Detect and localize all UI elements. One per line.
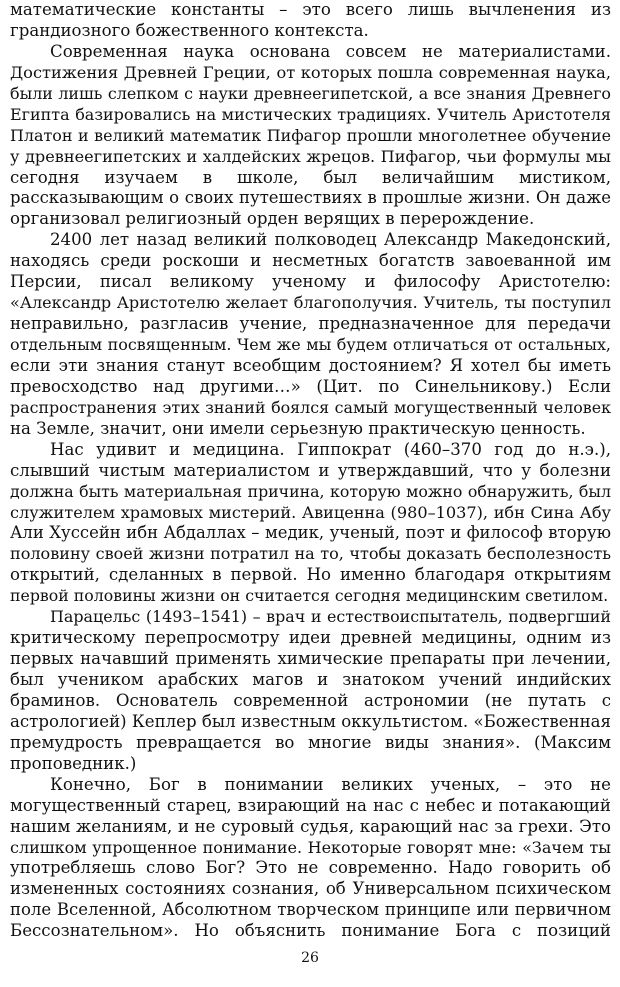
text-line: астрологией) Кеплер был известным оккультистом. «Божественная	[10, 711, 611, 731]
text-line: слишком упрощенное понимание. Некоторые говорят мне: «Зачем ты	[10, 837, 611, 857]
text-line: сегодня изучаем в школе, был величайшим мистиком,	[10, 167, 611, 187]
text-line: служителем храмовых мистерий. Авиценна (980–1037), ибн Сина Абу	[10, 502, 611, 522]
text-line: Платон и великий математик Пифагор прошли многолетнее обучение	[10, 125, 611, 145]
text-line: должна быть материальная причина, которую можно обнаружить, был	[10, 481, 611, 501]
text-line: слывший чистым материалистом и утверждавший, что у болезни	[10, 460, 611, 480]
text-line: Египта базировались на мистических традициях. Учитель Аристотеля	[10, 104, 611, 124]
text-line: организовал религиозный орден верящих в перерождение.	[10, 209, 535, 229]
text-line: Конечно, Бог в понимании великих ученых, – это не	[50, 774, 611, 794]
text-line: был учеником арабских магов и знатоком учений индийских	[10, 670, 611, 689]
text-line: проповедник.)	[10, 753, 137, 773]
text-line: были лишь слепком с науки древнеегипетской, а все знания Древнего	[10, 83, 611, 103]
text-line: могущественный старец, взирающий на нас с небес и потакающий	[10, 795, 611, 815]
text-line: Современная наука основана совсем не материалистами.	[50, 41, 611, 61]
text-line: на Земле, значит, они имели серьезную практическую ценность.	[10, 418, 586, 438]
text-line: поле Вселенной, Абсолютном творческом принципе или первичном	[10, 900, 611, 920]
text-line: Нас удивит и медицина. Гиппократ (460–370 год до н.э.),	[50, 439, 611, 459]
body-text	[10, 0, 611, 942]
text-line: распространения этих знаний боялся самый могущественный человек	[10, 397, 611, 417]
text-line: Бессознательном». Но объяснить понимание Бога с позиций	[10, 921, 611, 941]
text-line: премудрость превращается во многие виды знания». (Максим	[10, 732, 611, 752]
text-line: Персии, писал великому ученому и философу Аристотелю:	[10, 272, 611, 292]
text-line: употребляешь слово Бог? Это не современно. Надо говорить об	[10, 858, 611, 878]
text-line: открытий, сделанных в первой. Но именно благодаря открытиям	[10, 565, 611, 585]
text-line: измененных состояниях сознания, об Универсальном психическом	[10, 879, 611, 899]
text-line: 2400 лет назад великий полководец Александр Македонский,	[50, 230, 611, 250]
text-line: браминов. Основатель современной астрономии (не путать с	[10, 690, 611, 710]
text-line: Парацельс (1493–1541) – врач и естествоиспытатель, подвергший	[50, 607, 611, 627]
text-line: Али Хуссейн ибн Абдаллах – медик, ученый, поэт и философ вторую	[10, 523, 611, 543]
text-line: математические константы – это всего лишь вычленения из	[10, 0, 611, 19]
text-line: нашим желаниям, и не суровый судья, карающий нас за грехи. Это	[10, 816, 611, 836]
text-line: неправильно, разгласив учение, предназначенное для передачи	[10, 314, 611, 334]
text-line: Достижения Древней Греции, от которых пошла современная наука,	[10, 62, 611, 82]
text-line: у древнеегипетских и халдейских жрецов. Пифагор, чьи формулы мы	[10, 146, 611, 166]
text-line: рассказывающим о своих путешествиях в прошлые жизни. Он даже	[10, 188, 611, 208]
text-line: половину своей жизни потратил на то, чтобы доказать бесполезность	[10, 544, 611, 564]
text-line: первой половины жизни он считается сегодня медицинским светилом.	[10, 586, 609, 606]
text-line: превосходство над другими…» (Цит. по Синельникову.) Если	[10, 376, 611, 396]
text-line: «Александр Аристотелю желает благополучия. Учитель, ты поступил	[10, 293, 611, 313]
text-line: если эти знания станут всеобщим достоянием? Я хотел бы иметь	[10, 355, 611, 375]
page-number: 26	[301, 950, 319, 966]
text-line: критическому перепросмотру идеи древней медицины, одним из	[10, 628, 611, 648]
text-line: первых начавший применять химические препараты при лечении,	[10, 649, 611, 669]
text-line: грандиозного божественного контекста.	[10, 20, 369, 40]
text-line: находясь среди роскоши и несметных богатств завоеванной им	[10, 251, 611, 271]
text-line: отдельным посвященным. Чем же мы будем отличаться от остальных,	[10, 335, 611, 354]
